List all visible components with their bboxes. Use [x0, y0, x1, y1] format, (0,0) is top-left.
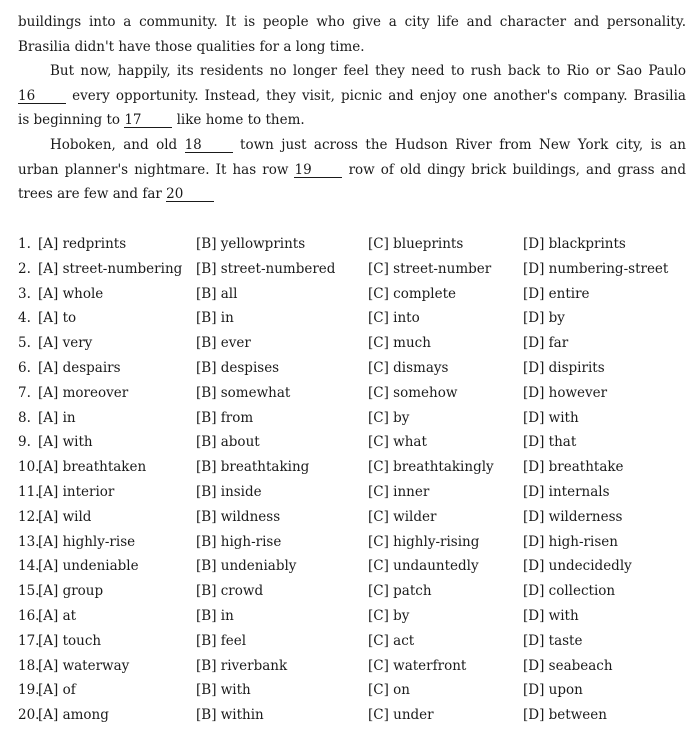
- question-row: [18, 554, 688, 579]
- option-a: [A] interior: [38, 483, 115, 500]
- question-row: [18, 530, 688, 555]
- blank-20: 20: [166, 187, 214, 202]
- option-d: [D] that: [523, 434, 577, 451]
- option-b: [B] street-numbered: [196, 260, 336, 277]
- passage-text: row of old dingy brick buildings, and grass and: [348, 161, 686, 178]
- option-d: [D] collection: [523, 583, 616, 600]
- option-b: [B] wildness: [196, 508, 281, 525]
- option-b: [B] somewhat: [196, 384, 291, 401]
- question-number: 20.: [18, 707, 40, 724]
- option-b: [B] within: [196, 707, 264, 724]
- option-b: [B] despises: [196, 359, 280, 376]
- option-c: [C] blueprints: [368, 236, 464, 252]
- question-number: 19.: [18, 682, 40, 699]
- question-number: 1.: [18, 236, 31, 252]
- option-b: [B] riverbank: [196, 657, 288, 674]
- option-c: [C] under: [368, 707, 434, 724]
- question-number: 10.: [18, 459, 40, 476]
- question-row: [18, 629, 688, 654]
- blank-16: 16: [18, 89, 66, 104]
- question-row: [18, 604, 688, 629]
- option-d: [D] internals: [523, 483, 610, 500]
- passage-line-6: [18, 133, 686, 158]
- question-number: 8.: [18, 409, 31, 426]
- option-d: [D] blackprints: [523, 236, 626, 252]
- option-d: [D] seabeach: [523, 657, 613, 674]
- question-row: [18, 455, 688, 480]
- passage-line-3: [18, 59, 686, 84]
- blank-19: 19: [294, 163, 342, 178]
- option-d: [D] breathtake: [523, 459, 624, 476]
- option-c: [C] into: [368, 310, 420, 327]
- blank-17: 17: [124, 113, 172, 128]
- option-a: [A] among: [38, 707, 109, 724]
- option-c: [C] inner: [368, 483, 430, 500]
- option-c: [C] breathtakingly: [368, 459, 494, 476]
- option-d: [D] between: [523, 707, 607, 724]
- option-c: [C] complete: [368, 285, 457, 302]
- option-a: [A] wild: [38, 508, 92, 525]
- question-row: [18, 282, 688, 307]
- option-b: [B] crowd: [196, 583, 264, 600]
- question-row: [18, 480, 688, 505]
- option-d: [D] taste: [523, 632, 583, 649]
- passage-text: is beginning to: [18, 112, 121, 129]
- option-d: [D] with: [523, 409, 579, 426]
- answer-options: [18, 232, 688, 728]
- option-b: [B] ever: [196, 335, 251, 352]
- question-row: [18, 678, 688, 703]
- option-d: [D] by: [523, 310, 565, 327]
- option-c: [C] dismays: [368, 359, 449, 376]
- option-d: [D] upon: [523, 682, 583, 699]
- question-row: [18, 579, 688, 604]
- question-row: [18, 430, 688, 455]
- question-number: 9.: [18, 434, 31, 451]
- option-b: [B] from: [196, 409, 254, 426]
- question-number: 2.: [18, 260, 31, 277]
- passage-line-8: [18, 182, 686, 207]
- passage-line-7: [18, 158, 686, 183]
- question-number: 3.: [18, 285, 31, 302]
- option-c: [C] undauntedly: [368, 558, 479, 575]
- passage-line-2: [18, 35, 686, 60]
- option-d: [D] with: [523, 607, 579, 624]
- option-a: [A] of: [38, 682, 76, 699]
- passage-text: buildings into a community. It is people who give a city life and character and personality.: [18, 14, 686, 30]
- passage-text: urban planner's nightmare. It has row: [18, 161, 289, 178]
- option-c: [C] much: [368, 335, 431, 352]
- question-number: 17.: [18, 632, 40, 649]
- option-c: [C] patch: [368, 583, 432, 600]
- passage-text: every opportunity. Instead, they visit, picnic and enjoy one another's company. Brasilia: [72, 87, 686, 104]
- passage-text: Hoboken, and old: [50, 136, 178, 153]
- option-d: [D] far: [523, 335, 569, 352]
- option-b: [B] high-rise: [196, 533, 282, 550]
- option-c: [C] what: [368, 434, 427, 451]
- option-d: [D] dispirits: [523, 359, 605, 376]
- option-c: [C] waterfront: [368, 657, 467, 674]
- option-a: [A] undeniable: [38, 558, 139, 575]
- question-number: 11.: [18, 483, 40, 500]
- option-d: [D] however: [523, 384, 608, 401]
- option-a: [A] in: [38, 409, 76, 426]
- option-c: [C] by: [368, 607, 410, 624]
- option-c: [C] wilder: [368, 508, 437, 525]
- option-c: [C] highly-rising: [368, 533, 480, 550]
- option-b: [B] feel: [196, 632, 247, 649]
- option-b: [B] about: [196, 434, 260, 451]
- question-number: 13.: [18, 533, 40, 550]
- option-b: [B] undeniably: [196, 558, 297, 575]
- option-a: [A] group: [38, 583, 104, 600]
- option-a: [A] touch: [38, 632, 102, 649]
- question-row: [18, 381, 688, 406]
- question-number: 5.: [18, 335, 31, 352]
- option-c: [C] on: [368, 682, 410, 699]
- question-row: [18, 703, 688, 728]
- option-c: [C] somehow: [368, 384, 458, 401]
- option-c: [C] by: [368, 409, 410, 426]
- passage-text: But now, happily, its residents no longer feel they need to rush back to Rio or Sao Paulo: [50, 63, 686, 80]
- question-number: 7.: [18, 384, 31, 401]
- question-number: 14.: [18, 558, 40, 575]
- option-d: [D] entire: [523, 285, 590, 302]
- option-b: [B] with: [196, 682, 251, 699]
- question-row: [18, 257, 688, 282]
- question-row: [18, 331, 688, 356]
- option-d: [D] numbering-street: [523, 260, 669, 277]
- option-a: [A] waterway: [38, 657, 130, 674]
- question-row: [18, 654, 688, 679]
- passage-text: town just across the Hudson River from New York city, is an: [240, 136, 686, 153]
- question-row: [18, 505, 688, 530]
- option-b: [B] in: [196, 310, 234, 327]
- option-a: [A] moreover: [38, 384, 129, 401]
- option-a: [A] despairs: [38, 359, 121, 376]
- question-row: [18, 406, 688, 431]
- passage-text: like home to them.: [176, 112, 305, 129]
- passage-text: trees are few and far: [18, 186, 162, 203]
- passage-line-1: [18, 10, 686, 35]
- option-b: [B] all: [196, 285, 238, 302]
- option-c: [C] street-number: [368, 260, 492, 277]
- passage-line-5: [18, 108, 686, 133]
- option-a: [A] whole: [38, 285, 104, 302]
- question-row: [18, 306, 688, 331]
- option-d: [D] high-risen: [523, 533, 618, 550]
- option-a: [A] with: [38, 434, 93, 451]
- blank-18: 18: [185, 138, 233, 153]
- question-number: 4.: [18, 310, 31, 327]
- reading-passage: [18, 10, 686, 207]
- option-d: [D] undecidedly: [523, 558, 632, 575]
- option-a: [A] at: [38, 607, 77, 624]
- passage-text: Brasilia didn't have those qualities for a long time.: [18, 38, 365, 55]
- question-number: 16.: [18, 607, 40, 624]
- option-c: [C] act: [368, 632, 415, 649]
- option-a: [A] redprints: [38, 236, 127, 252]
- question-number: 18.: [18, 657, 40, 674]
- option-b: [B] breathtaking: [196, 459, 310, 476]
- option-d: [D] wilderness: [523, 508, 623, 525]
- question-number: 6.: [18, 359, 31, 376]
- question-number: 12.: [18, 508, 40, 525]
- option-a: [A] very: [38, 335, 93, 352]
- option-b: [B] inside: [196, 483, 262, 500]
- question-number: 15.: [18, 583, 40, 600]
- option-a: [A] highly-rise: [38, 533, 136, 550]
- question-row: [18, 356, 688, 381]
- option-b: [B] in: [196, 607, 234, 624]
- passage-line-4: [18, 84, 686, 109]
- option-a: [A] to: [38, 310, 77, 327]
- option-a: [A] street-numbering: [38, 260, 183, 277]
- option-b: [B] yellowprints: [196, 236, 306, 252]
- question-row: [18, 232, 688, 257]
- option-a: [A] breathtaken: [38, 459, 147, 476]
